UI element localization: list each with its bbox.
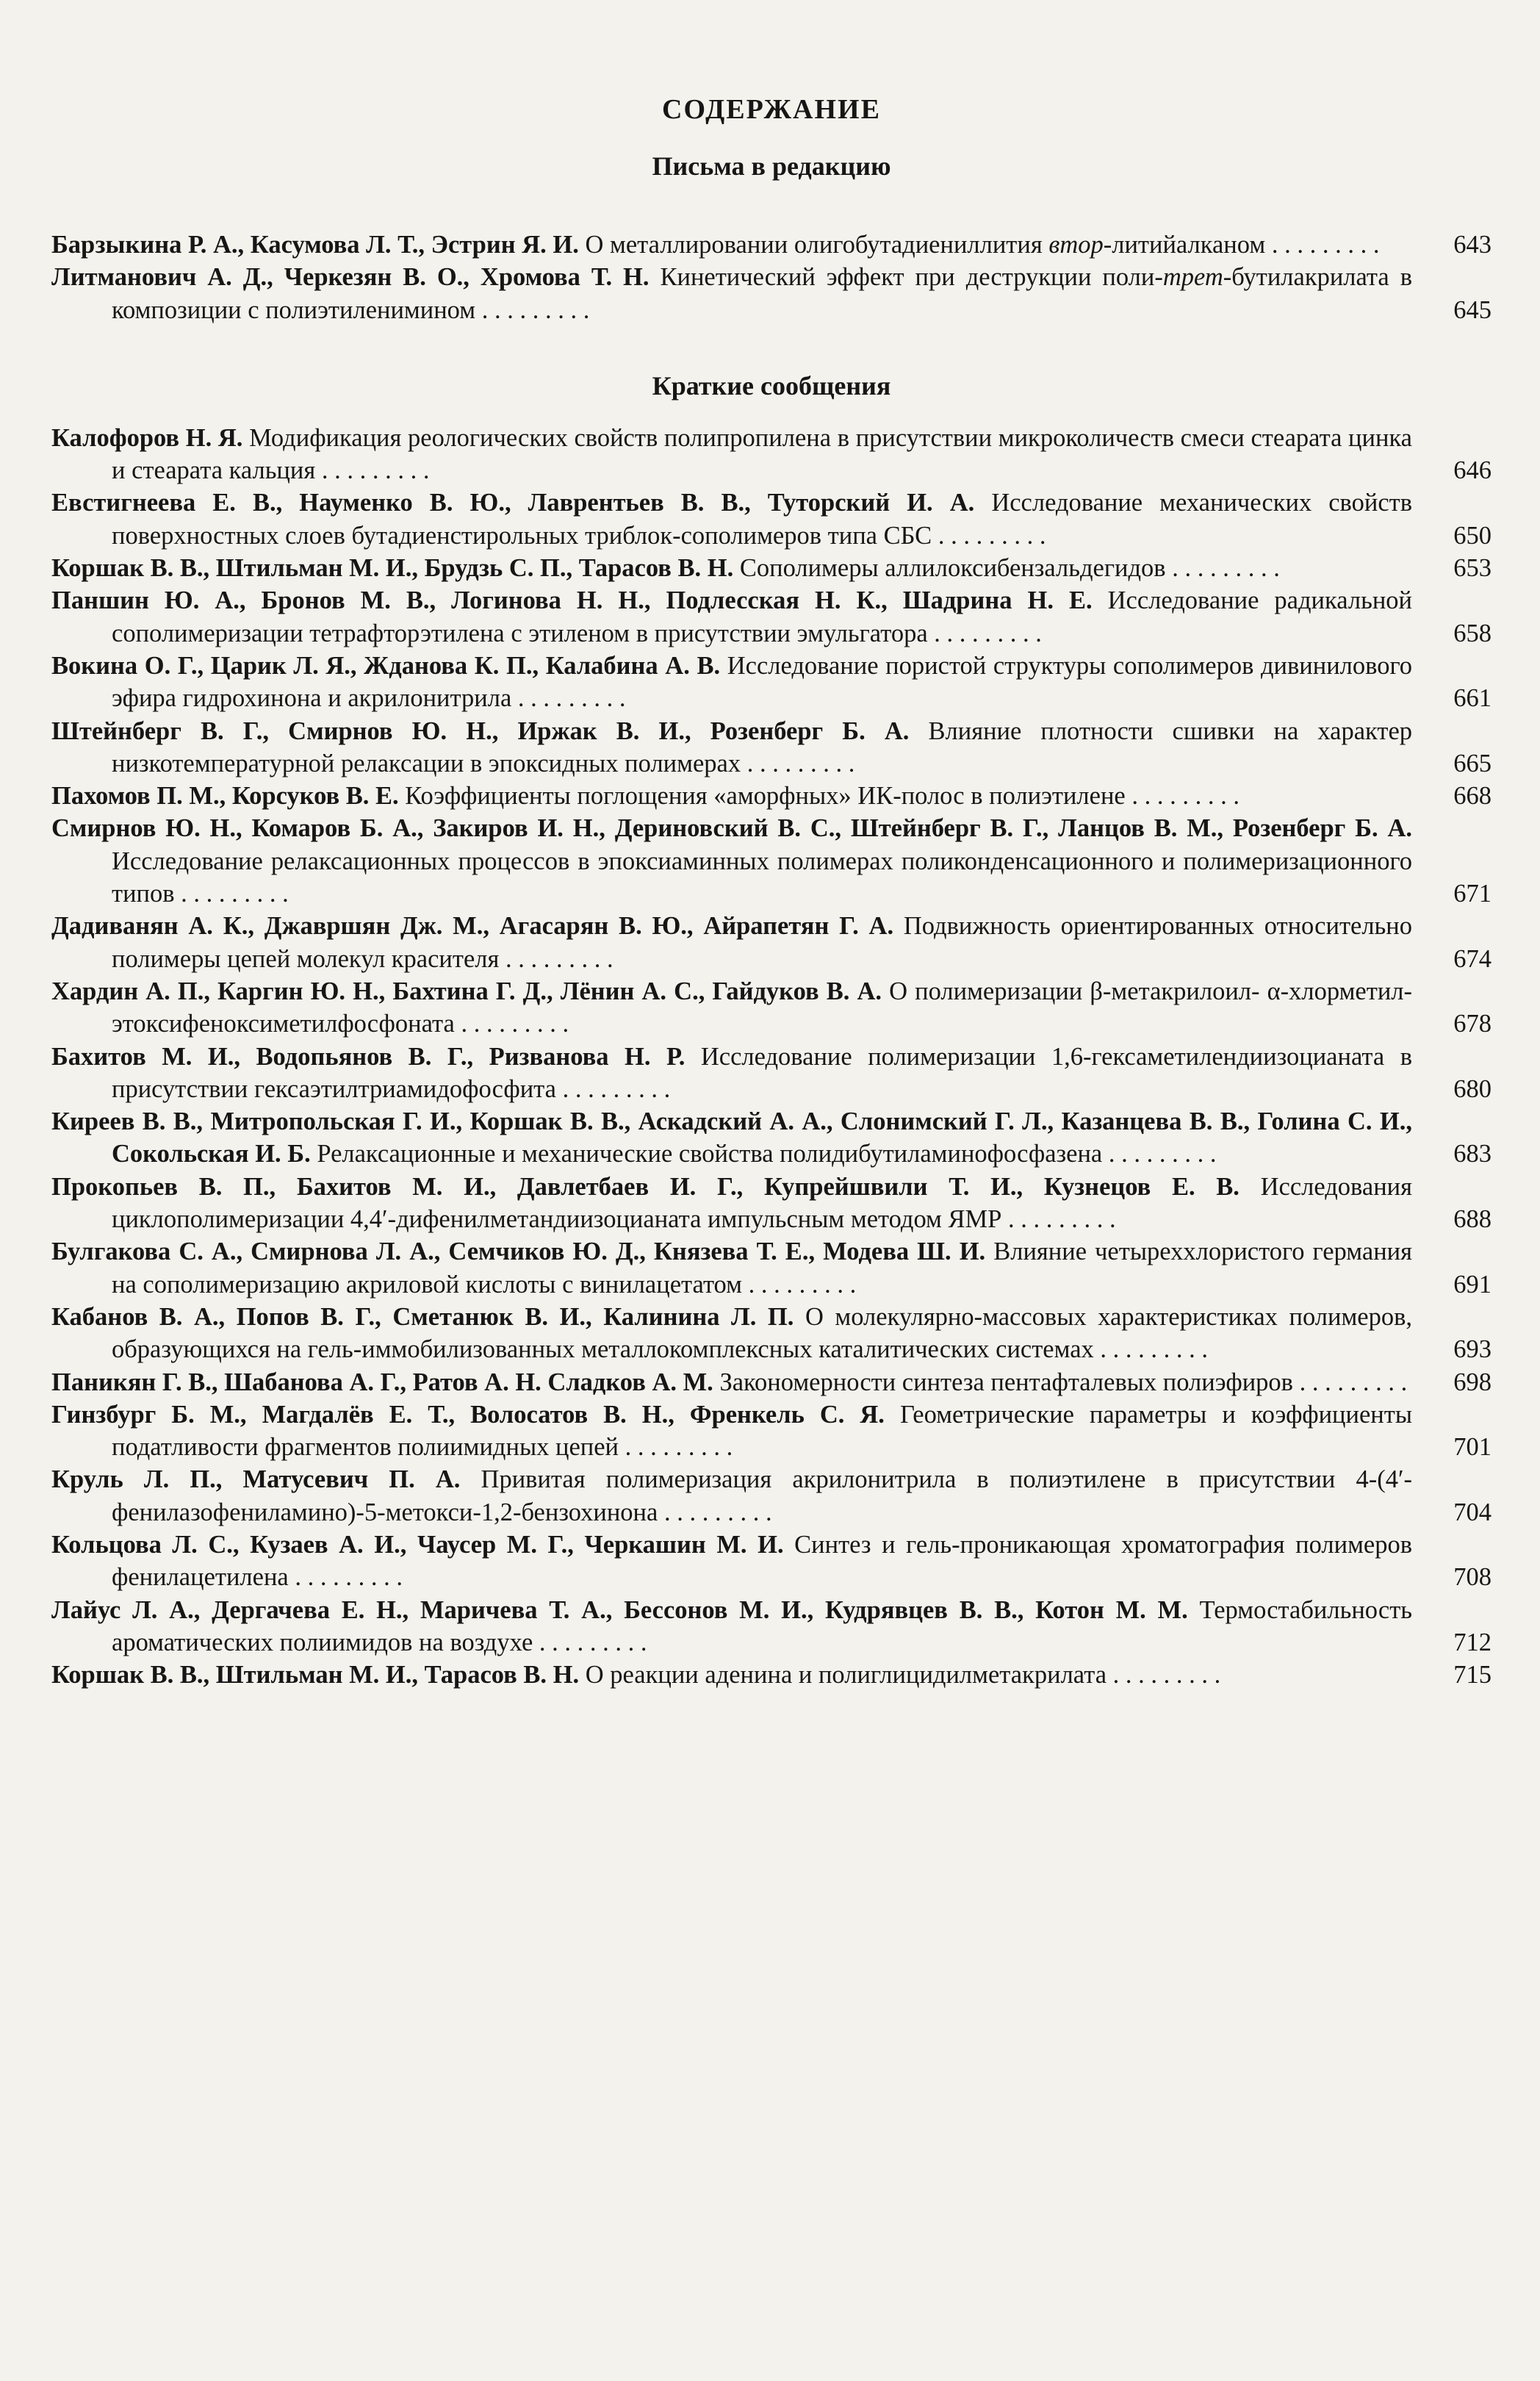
toc-entry-title: Исследование радикальной сополимеризации тетрафторэтилена с этиленом в присутствии эмульгатора (112, 586, 1412, 647)
leader-dots: . . . . . . . . . (1001, 1205, 1116, 1234)
toc-entry[interactable] (51, 1366, 1492, 1398)
toc-entry[interactable] (51, 1659, 1492, 1691)
toc-entry-text (51, 1366, 1412, 1398)
toc-entry-page: 671 (1453, 880, 1492, 908)
toc-entry[interactable] (51, 975, 1492, 1041)
toc-entry-authors: Паникян Г. В., Шабанова А. Г., Ратов А. Н. Сладков А. М. (51, 1368, 713, 1396)
toc-entry-title: Коэффициенты поглощения «аморфных» ИК-полос в полиэтилене (405, 782, 1126, 811)
toc-entry[interactable] (51, 1235, 1492, 1301)
toc-entry-title: Исследование полимеризации 1,6-гексаметилендиизоцианата в присутствии гексаэтилтриамидофосфита (112, 1042, 1412, 1103)
toc-entry-text (51, 1594, 1412, 1659)
toc-entry-page: 715 (1453, 1661, 1492, 1689)
toc-entry-authors: Калофоров Н. Я. (51, 423, 243, 452)
toc-entry[interactable] (51, 261, 1492, 326)
toc-entry-title: О металлировании олигобутадиениллития втор-литийалканом (585, 231, 1266, 259)
toc-entry-title: О полимеризации β-метакрилоил- α-хлорметил-этоксифеноксиметилфосфоната (112, 977, 1412, 1038)
toc-entry-text (51, 910, 1412, 975)
section-short-reports-list (51, 422, 1492, 1692)
toc-entry[interactable] (51, 1594, 1492, 1659)
toc-entry[interactable] (51, 1301, 1492, 1366)
toc-entry-title: Кинетический эффект при деструкции поли-трет-бутилакрилата в композиции с полиэтиленимином (112, 263, 1412, 324)
toc-entry-text (51, 584, 1412, 650)
toc-entry-authors: Паншин Ю. А., Бронов М. В., Логинова Н. Н., Подлесская Н. К., Шадрина Н. Е. (51, 586, 1093, 615)
toc-entry-page: 668 (1453, 782, 1492, 811)
leader-dots: . . . . . . . . . (742, 1270, 857, 1299)
toc-entry-text (51, 552, 1412, 584)
toc-entry[interactable] (51, 1398, 1492, 1464)
toc-entry-text (51, 975, 1412, 1041)
toc-entry[interactable] (51, 229, 1492, 261)
leader-dots: . . . . . . . . . (1125, 782, 1239, 811)
toc-entry-title: Исследования циклополимеризации 4,4′-дифенилметандиизоцианата импульсным методом ЯМР (112, 1172, 1412, 1234)
toc-entry-page: 643 (1453, 231, 1492, 259)
toc-entry-page: 653 (1453, 554, 1492, 583)
toc-entry-title: О молекулярно-массовых характеристиках полимеров, образующихся на гель-иммобилизованных металлокомплексных каталитических системах (112, 1302, 1412, 1364)
toc-entry-title: Термостабильность ароматических полиимидов на воздухе (112, 1595, 1413, 1656)
toc-entry-page: 645 (1453, 295, 1492, 324)
toc-entry-authors: Гинзбург Б. М., Магдалёв Е. Т., Волосатов В. Н., Френкель С. Я. (51, 1400, 885, 1429)
section-title-letters: Письма в редакцию (652, 151, 891, 181)
leader-dots: . . . . . . . . . (454, 1010, 569, 1038)
toc-entry-page: 701 (1453, 1433, 1492, 1462)
toc-entry-title: Модификация реологических свойств полипропилена в присутствии микроколичеств смеси стеарата цинка и стеарата кальция (112, 423, 1412, 485)
leader-dots: . . . . . . . . . (619, 1433, 733, 1462)
leader-dots: . . . . . . . . . (741, 749, 855, 777)
leader-dots: . . . . . . . . . (288, 1563, 403, 1592)
toc-entry-title: Сополимеры аллилоксибензальдегидов (739, 554, 1166, 583)
leader-dots: . . . . . . . . . (475, 295, 590, 324)
toc-entry-page: 661 (1453, 684, 1492, 713)
toc-entry-authors: Коршак В. В., Штильман М. И., Брудзь С. П., Тарасов В. Н. (51, 554, 734, 583)
leader-dots: . . . . . . . . . (932, 521, 1046, 550)
toc-entry-text (51, 229, 1412, 261)
toc-entry-text (51, 1463, 1412, 1529)
toc-entry-title: Привитая полимеризация акрилонитрила в полиэтилене в присутствии 4-(4′-фенилазофениламино)-5-метокси-1,2-бензохинона (112, 1465, 1413, 1526)
page-heading: СОДЕРЖАНИЕ (662, 94, 881, 125)
toc-entry-authors: Штейнберг В. Г., Смирнов Ю. Н., Иржак В. И., Розенберг Б. А. (51, 717, 910, 745)
toc-entry[interactable] (51, 1529, 1492, 1594)
toc-entry-text (51, 1659, 1412, 1691)
toc-entry-authors: Пахомов П. М., Корсуков В. Е. (51, 782, 399, 811)
leader-dots: . . . . . . . . . (927, 619, 1042, 647)
leader-dots: . . . . . . . . . (1292, 1368, 1408, 1396)
toc-entry-title: Геометрические параметры и коэффициенты податливости фрагментов полиимидных цепей (112, 1400, 1413, 1462)
toc-entry[interactable] (51, 1105, 1492, 1171)
toc-entry-page: 678 (1453, 1010, 1492, 1038)
toc-entry-authors: Литманович А. Д., Черкезян В. О., Хромова Т. Н. (51, 263, 650, 292)
toc-entry-authors: Смирнов Ю. Н., Комаров Б. А., Закиров И. Н., Дериновский В. С., Штейнберг В. Г., Ланцов В. М., Розенберг Б. А. (51, 814, 1412, 843)
toc-entry-text (51, 1041, 1412, 1106)
toc-entry-text (51, 422, 1412, 487)
toc-entry[interactable] (51, 715, 1492, 780)
toc-entry-authors: Булгакова С. А., Смирнова Л. А., Семчиков Ю. Д., Князева Т. Е., Модева Ш. И. (51, 1238, 986, 1266)
toc-entry-page: 704 (1453, 1498, 1492, 1526)
leader-dots: . . . . . . . . . (499, 944, 614, 973)
toc-entry-authors: Прокопьев В. П., Бахитов М. И., Давлетбаев И. Г., Купрейшвили Т. И., Кузнецов Е. В. (51, 1172, 1239, 1201)
toc-entry[interactable] (51, 650, 1492, 715)
toc-entry-page: 680 (1453, 1074, 1492, 1103)
toc-entry-page: 683 (1453, 1140, 1492, 1168)
toc-entry-text (51, 486, 1412, 552)
leader-dots: . . . . . . . . . (1093, 1335, 1209, 1364)
toc-entry-authors: Дадиванян А. К., Джавршян Дж. М., Агасарян В. Ю., Айрапетян Г. А. (51, 912, 894, 941)
leader-dots: . . . . . . . . . (1107, 1661, 1221, 1689)
toc-entry-authors: Лайус Л. А., Дергачева Е. Н., Маричева Т. А., Бессонов М. И., Кудрявцев В. В., Котон М. М. (51, 1595, 1188, 1624)
section-letters-list (51, 229, 1492, 326)
toc-entry-page: 650 (1453, 521, 1492, 550)
toc-entry-page: 646 (1453, 456, 1492, 485)
leader-dots: . . . . . . . . . (315, 456, 430, 485)
leader-dots: . . . . . . . . . (1165, 554, 1280, 583)
toc-entry-title: Влияние четыреххлористого германия на сополимеризацию акриловой кислоты с винилацетатом (112, 1238, 1412, 1299)
toc-entry-page: 693 (1453, 1335, 1492, 1364)
toc-entry-page: 712 (1453, 1628, 1492, 1656)
toc-entry-text (51, 261, 1412, 326)
toc-entry[interactable] (51, 486, 1492, 552)
toc-entry[interactable] (51, 422, 1492, 487)
toc-entry-page: 691 (1453, 1270, 1492, 1299)
toc-entry-page: 688 (1453, 1205, 1492, 1234)
leader-dots: . . . . . . . . . (1265, 231, 1380, 259)
toc-entry-authors: Кольцова Л. С., Кузаев А. И., Чаусер М. Г., Черкашин М. И. (51, 1530, 784, 1559)
toc-entry-text (51, 1105, 1412, 1171)
toc-entry-authors: Хардин А. П., Каргин Ю. Н., Бахтина Г. Д., Лёнин А. С., Гайдуков В. А. (51, 977, 882, 1005)
toc-entry-title: Исследование релаксационных процессов в эпоксиаминных полимерах поликонденсационного и полимеризационного типов (112, 847, 1412, 908)
toc-entry-text (51, 1301, 1412, 1366)
toc-entry[interactable] (51, 910, 1492, 975)
toc-entry-title: Закономерности синтеза пентафталевых полиэфиров (719, 1368, 1293, 1396)
toc-entry-title: Релаксационные и механические свойства полидибутиламинофосфазена (317, 1140, 1103, 1168)
toc-entry-text (51, 715, 1412, 780)
toc-entry-title: Исследование механических свойств поверхностных слоев бутадиенстирольных триблок-сополимеров типа СБС (112, 489, 1412, 550)
toc-entry-text (51, 1398, 1412, 1464)
leader-dots: . . . . . . . . . (1102, 1140, 1217, 1168)
leader-dots: . . . . . . . . . (174, 880, 289, 908)
toc-entry[interactable] (51, 1463, 1492, 1529)
toc-entry-authors: Вокина О. Г., Царик Л. Я., Жданова К. П., Калабина А. В. (51, 651, 721, 680)
toc-entry-authors: Коршак В. В., Штильман М. И., Тарасов В. Н. (51, 1661, 580, 1689)
toc-entry-authors: Киреев В. В., Митропольская Г. И., Коршак В. В., Аскадский А. А., Слонимский Г. Л., Казанцева В. В., Голина С. И., Сокольская И. Б. (51, 1107, 1412, 1168)
toc-entry-text (51, 1235, 1412, 1301)
leader-dots: . . . . . . . . . (658, 1498, 772, 1526)
toc-entry-page: 674 (1453, 944, 1492, 973)
toc-entry-page: 708 (1453, 1563, 1492, 1592)
toc-entry-authors: Евстигнеева Е. В., Науменко В. Ю., Лаврентьев В. В., Туторский И. А. (51, 489, 975, 517)
toc-entry[interactable] (51, 780, 1492, 812)
toc-entry-text (51, 650, 1412, 715)
toc-entry-page: 658 (1453, 619, 1492, 647)
toc-entry-authors: Круль Л. П., Матусевич П. А. (51, 1465, 461, 1494)
section-title-short-reports: Краткие сообщения (652, 370, 891, 401)
toc-entry[interactable] (51, 1171, 1492, 1236)
leader-dots: . . . . . . . . . (533, 1628, 647, 1656)
toc-entry-title: Подвижность ориентированных относительно полимеры цепей молекул красителя (112, 912, 1412, 973)
toc-entry-title: О реакции аденина и полиглицидилметакрилата (585, 1661, 1107, 1689)
toc-entry-text (51, 1171, 1412, 1236)
toc-entry-title: Синтез и гель-проникающая хроматография полимеров фенилацетилена (112, 1530, 1413, 1592)
toc-entry-page: 698 (1453, 1368, 1492, 1396)
toc-entry-text (51, 780, 1412, 812)
toc-entry-text (51, 1529, 1412, 1594)
toc-entry[interactable] (51, 584, 1492, 650)
toc-entry[interactable] (51, 552, 1492, 584)
leader-dots: . . . . . . . . . (511, 684, 626, 713)
toc-entry[interactable] (51, 1041, 1492, 1106)
toc-entry[interactable] (51, 812, 1492, 910)
toc-entry-page: 665 (1453, 749, 1492, 777)
contents-page (51, 92, 1492, 1691)
leader-dots: . . . . . . . . . (555, 1074, 671, 1103)
toc-entry-authors: Барзыкина Р. А., Касумова Л. Т., Эстрин Я. И. (51, 231, 579, 259)
toc-entry-title: Влияние плотности сшивки на характер низкотемпературной релаксации в эпоксидных полимерах (112, 717, 1413, 777)
toc-entry-authors: Кабанов В. А., Попов В. Г., Сметанюк В. И., Калинина Л. П. (51, 1302, 794, 1331)
toc-entry-text (51, 812, 1412, 910)
toc-entry-authors: Бахитов М. И., Водопьянов В. Г., Ризванова Н. Р. (51, 1042, 686, 1071)
toc-entry-title: Исследование пористой структуры сополимеров дивинилового эфира гидрохинона и акрилонитрила (112, 651, 1412, 713)
